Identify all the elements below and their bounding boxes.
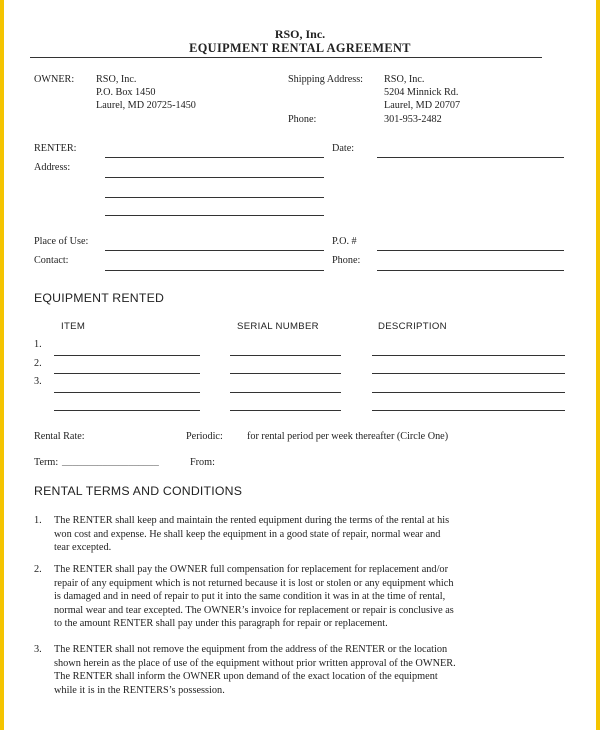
term-field[interactable]: ___________________	[62, 456, 159, 467]
address-field-line-2[interactable]	[105, 197, 324, 198]
term-2-line: is damaged and in need of repair to put it into the same condition it was in at the time of rental,	[54, 591, 446, 603]
term-2-line: to the amount RENTER shall pay under this paragraph for repair or replacement.	[54, 618, 388, 630]
term-1-number: 1.	[34, 515, 42, 526]
description-column-header: DESCRIPTION	[378, 321, 447, 332]
serial-field-1[interactable]	[230, 355, 341, 356]
term-1-line: The RENTER shall keep and maintain the rented equipment during the terms of the rental at his	[54, 515, 450, 526]
place-of-use-field[interactable]	[105, 250, 324, 251]
term-1-line: tear excepted.	[54, 542, 112, 554]
phone-number: 301-953-2482	[384, 114, 442, 125]
term-2-number: 2.	[34, 564, 42, 575]
item-column-header: ITEM	[61, 321, 86, 332]
company-name: RSO, Inc.	[274, 27, 326, 41]
date-field[interactable]	[377, 157, 564, 158]
serial-column-header: SERIAL NUMBER	[237, 321, 319, 332]
serial-field-4[interactable]	[230, 410, 341, 411]
term-2-text	[54, 563, 554, 631]
header-rule	[30, 57, 542, 58]
phone-label: Phone:	[288, 114, 317, 125]
owner-po-box: P.O. Box 1450	[96, 87, 156, 98]
term-3-line: The RENTER shall inform the OWNER upon demand of the exact location of the equipment	[54, 671, 438, 683]
row-number-2: 2.	[34, 358, 42, 369]
shipping-street: 5204 Minnick Rd.	[384, 87, 459, 98]
address-field-line-3[interactable]	[105, 215, 324, 216]
term-3-number: 3.	[34, 644, 42, 655]
owner-name: RSO, Inc.	[96, 74, 137, 85]
term-2-line: The RENTER shall pay the OWNER full compensation for replacement for replacement and/or	[54, 564, 449, 575]
owner-city: Laurel, MD 20725-1450	[96, 100, 196, 111]
po-label: P.O. #	[332, 236, 357, 247]
shipping-city: Laurel, MD 20707	[384, 100, 461, 111]
shipping-label: Shipping Address:	[288, 74, 363, 85]
terms-heading: RENTAL TERMS AND CONDITIONS	[34, 484, 243, 498]
periodic-note: for rental period per week thereafter (Circle One)	[247, 431, 449, 442]
address-field-line-1[interactable]	[105, 177, 324, 178]
serial-field-2[interactable]	[230, 373, 341, 374]
owner-label: OWNER:	[34, 74, 75, 85]
term-label: Term:	[34, 457, 59, 468]
place-of-use-label: Place of Use:	[34, 236, 89, 247]
rental-agreement-page	[4, 0, 596, 730]
document-title: EQUIPMENT RENTAL AGREEMENT	[189, 41, 411, 55]
equipment-heading: EQUIPMENT RENTED	[34, 291, 165, 305]
contact-field[interactable]	[105, 270, 324, 271]
shipping-name: RSO, Inc.	[384, 74, 425, 85]
term-1-line: won cost and expense. He shall keep the equipment in a good state of repair, normal wear and	[54, 528, 441, 540]
row-number-3: 3.	[34, 376, 42, 387]
renter-label: RENTER:	[34, 143, 77, 154]
description-field-2[interactable]	[372, 373, 565, 374]
description-field-3[interactable]	[372, 392, 565, 393]
renter-field[interactable]	[105, 157, 324, 158]
serial-field-3[interactable]	[230, 392, 341, 393]
address-label: Address:	[34, 162, 71, 173]
renter-phone-label: Phone:	[332, 255, 361, 266]
renter-phone-field[interactable]	[377, 270, 564, 271]
term-3-line: while it is in the RENTERS’s possession.	[54, 684, 225, 696]
term-3-line: The RENTER shall not remove the equipment from the address of the RENTER or the location	[54, 644, 448, 655]
description-field-4[interactable]	[372, 410, 565, 411]
term-1-text	[54, 514, 554, 555]
contact-label: Contact:	[34, 255, 69, 266]
rental-rate-label: Rental Rate:	[34, 431, 85, 442]
item-field-2[interactable]	[54, 373, 200, 374]
term-2-line: normal wear and tear excepted. The OWNER’s invoice for replacement or repair is conclusive as	[54, 604, 454, 616]
item-field-1[interactable]	[54, 355, 200, 356]
item-field-3[interactable]	[54, 392, 200, 393]
term-3-line: shown herein as the place of use of the equipment without prior written approval of the OWNER.	[54, 657, 456, 669]
term-3-text	[54, 643, 554, 697]
date-label: Date:	[332, 143, 355, 154]
row-number-1: 1.	[34, 339, 42, 350]
description-field-1[interactable]	[372, 355, 565, 356]
po-field[interactable]	[377, 250, 564, 251]
term-2-line: repair of any equipment which is not returned because it is lost or stolen or any equipment which	[54, 577, 454, 589]
item-field-4[interactable]	[54, 410, 200, 411]
from-label: From:	[190, 457, 215, 468]
periodic-label: Periodic:	[186, 431, 223, 442]
